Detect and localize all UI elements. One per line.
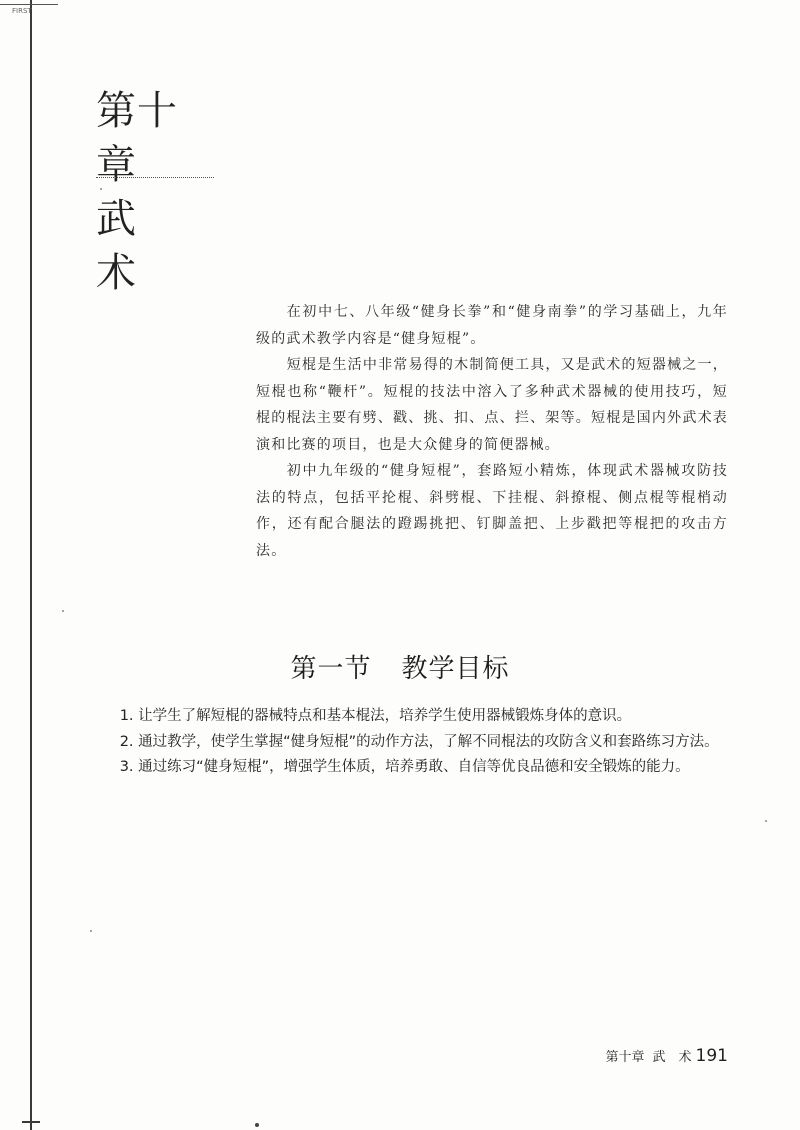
section-number: 第一节 [290, 654, 372, 684]
page-footer [606, 1046, 728, 1066]
chapter-divider [96, 177, 214, 178]
page-number: 191 [695, 1046, 728, 1066]
intro-paragraph: 短棍是生活中非常易得的木制简便工具，又是武术的短器械之一，短棍也称“鞭杆”。短棍的技法中溶入了多种武术器械的使用技巧，短棍的棍法主要有劈、戳、挑、扣、点、拦、架等。短棍是国内外武术表演和比赛的项目，也是大众健身的简便器械。 [256, 357, 728, 453]
chapter-number: 第十章 [96, 88, 178, 188]
intro-paragraph: 初中九年级的“健身短棍”，套路短小精炼，体现武术器械攻防技法的特点，包括平抡棍、斜劈棍、下挂棍、斜撩棍、侧点棍等棍梢动作，还有配合腿法的蹬踢挑把、钉脚盖把、上步戳把等棍把的攻击方法。 [256, 463, 728, 559]
chapter-title: 武 术 [96, 196, 178, 296]
section-title: 教学目标 [401, 654, 510, 684]
objective-item: 1. 让学生了解短棍的器械特点和基本棍法，培养学生使用器械锻炼身体的意识。 [119, 708, 632, 724]
scan-speck [765, 820, 767, 822]
objective-item: 3. 通过练习“健身短棍”，增强学生体质，培养勇敢、自信等优良品德和安全锻炼的能力。 [119, 759, 690, 775]
intro-paragraph: 在初中七、八年级“健身长拳”和“健身南拳”的学习基础上，九年级的武术教学内容是“健身短棍”。 [256, 304, 728, 347]
scan-speck [90, 930, 92, 932]
binding-foot-mark [22, 1121, 40, 1123]
scan-speck [62, 610, 64, 612]
chapter-introduction [256, 299, 728, 564]
footer-chapter-label: 第十章 [605, 1050, 645, 1065]
binding-line [30, 0, 32, 1130]
scan-speck [255, 1123, 259, 1127]
footer-chapter-title: 武 术 [652, 1050, 692, 1065]
section-heading [200, 648, 600, 685]
objective-item: 2. 通过教学，使学生掌握“健身短棍”的动作方法，了解不同棍法的攻防含义和套路练习方法。 [119, 733, 719, 750]
teaching-objectives [82, 704, 728, 781]
binding-corner-label: FIRST [12, 7, 32, 15]
binding-corner-mark [0, 4, 58, 17]
chapter-heading [96, 84, 214, 300]
